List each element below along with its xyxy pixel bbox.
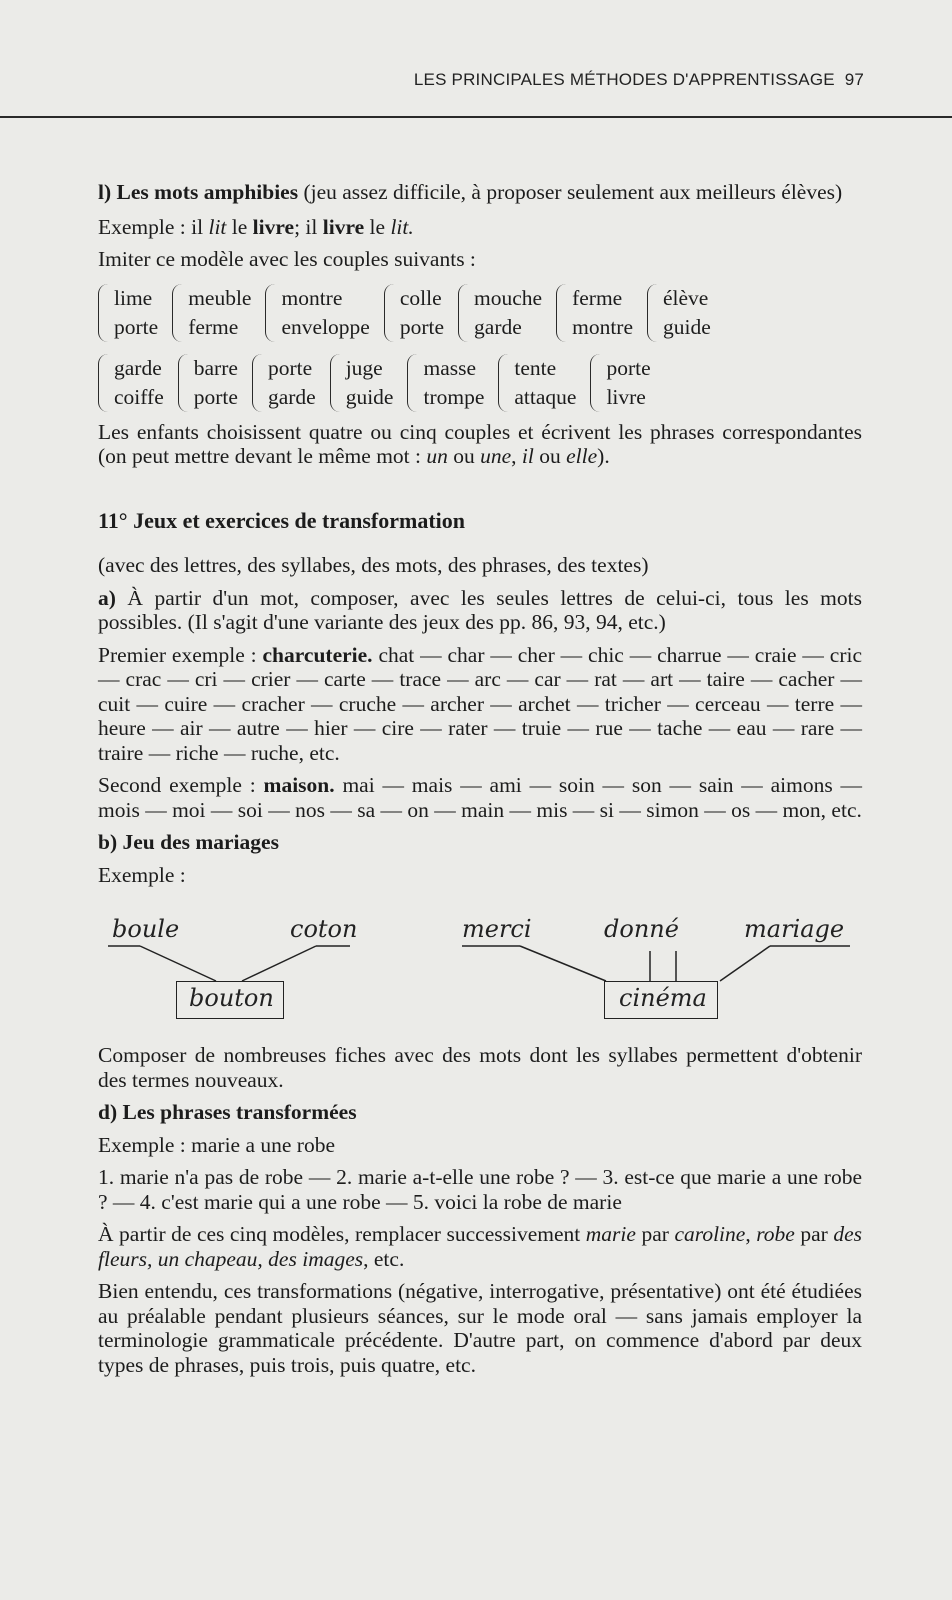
- pair-words: [514, 354, 576, 412]
- pair-words: [194, 354, 238, 412]
- brace-mark: [98, 284, 111, 342]
- pair-words: [268, 354, 316, 412]
- right-word-3: mariage: [744, 915, 845, 943]
- closing-word: ou: [453, 444, 475, 468]
- section-11-subtitle: (avec des lettres, des syllabes, des mots, des phrases, des textes): [98, 553, 649, 577]
- word-pair: [265, 284, 369, 342]
- pair-word: tente: [514, 355, 557, 380]
- exercise-d-list: 1. marie n'a pas de robe — 2. marie a-t-elle une robe ? — 3. est-ce que marie a une robe ? — 4. c'est marie qui a une robe — 5. voici la robe de marie: [98, 1165, 862, 1214]
- example-word: le: [369, 214, 386, 239]
- left-word-2: coton: [290, 915, 358, 943]
- example-word-list: mai — mais — ami — soin — son — sain — aimons — mois — moi — soi — nos — sa — on — main — mis — si — simon — os — mon, etc.: [98, 773, 862, 822]
- pair-word: attaque: [514, 384, 577, 409]
- exercise-d-heading: d) Les phrases transformées: [98, 1100, 357, 1124]
- word-pair: [498, 354, 576, 412]
- section-l-title: Les mots amphibies: [116, 180, 299, 204]
- brace-mark: [407, 354, 420, 412]
- pair-words: [114, 284, 158, 342]
- exercise-b-example: Exemple :: [98, 862, 186, 887]
- closing-word: un: [426, 444, 448, 468]
- substitution-word: marie: [585, 1222, 636, 1246]
- pair-word: porte: [399, 314, 445, 339]
- pair-word: mouche: [474, 285, 543, 310]
- example-word: lit.: [390, 214, 414, 239]
- closing-word: une: [480, 444, 512, 468]
- pair-words: [114, 354, 164, 412]
- exercise-b-closing: Composer de nombreuses fiches avec des mots dont les syllabes permettent d'obtenir des termes nouveaux.: [98, 1043, 862, 1092]
- pair-words: [188, 284, 251, 342]
- substitution-word: robe: [756, 1222, 795, 1246]
- example-prefix: Second exemple :: [98, 773, 256, 797]
- exercise-b-heading: b) Jeu des mariages: [98, 830, 279, 854]
- left-result-word: bouton: [189, 984, 274, 1012]
- pair-word: coiffe: [114, 384, 164, 409]
- word-pair: [330, 354, 394, 412]
- closing-word: ).: [597, 444, 610, 468]
- example-charcuterie: [98, 643, 862, 766]
- section-l-label: l): [98, 180, 112, 204]
- word-pair: [178, 354, 238, 412]
- pair-word: masse: [423, 355, 477, 380]
- brace-mark: [98, 354, 111, 412]
- example-source-word: charcuterie.: [262, 642, 373, 667]
- substitution-word: caroline: [674, 1222, 746, 1246]
- right-result-word: cinéma: [619, 984, 707, 1012]
- right-result-box: [604, 981, 718, 1019]
- word-marriage-diagram: [0, 903, 952, 1033]
- substitution-text: ,: [745, 1222, 751, 1246]
- pair-word: garde: [474, 314, 522, 339]
- word-pair: [252, 354, 316, 412]
- closing-text: Les enfants choisissent quatre ou cinq couples et écrivent les phrases correspondantes (on peut mettre devant le même mot :: [98, 419, 862, 468]
- pair-word: garde: [114, 355, 162, 380]
- brace-mark: [384, 284, 397, 342]
- section-l-note: (jeu assez difficile, à proposer seulement aux meilleurs élèves): [303, 180, 843, 204]
- brace-mark: [252, 354, 265, 412]
- left-result-box: [176, 981, 284, 1019]
- pair-words: [281, 284, 369, 342]
- example-word: ; il: [294, 214, 318, 239]
- pair-word: guide: [663, 314, 711, 339]
- left-word-1: boule: [112, 915, 180, 943]
- section-l-heading: [98, 180, 862, 205]
- pair-word: lime: [114, 285, 153, 310]
- section-11-title: 11° Jeux et exercices de transformation: [98, 507, 466, 533]
- pair-word: colle: [399, 285, 442, 310]
- example-source-word: maison.: [263, 773, 335, 797]
- closing-word: elle: [566, 444, 598, 468]
- word-pair: [590, 354, 650, 412]
- brace-mark: [265, 284, 278, 342]
- pair-words: [423, 354, 484, 412]
- closing-word: il: [521, 444, 534, 468]
- pair-word: montre: [281, 285, 343, 310]
- substitution-text: À partir de ces cinq modèles, remplacer successivement: [98, 1222, 581, 1246]
- pair-word: porte: [114, 314, 159, 339]
- running-title: LES PRINCIPALES MÉTHODES D'APPRENTISSAGE: [413, 70, 835, 89]
- example-word: livre: [322, 214, 365, 239]
- word-pair: [647, 284, 711, 342]
- pair-word: montre: [572, 314, 633, 339]
- section-l-closing: [98, 420, 862, 469]
- brace-mark: [590, 354, 603, 412]
- pair-word: porte: [193, 384, 238, 409]
- exercise-d-note: Bien entendu, ces transformations (négative, interrogative, présentative) ont été étudiées au préalable pendant plusieurs séances, sur le mode oral — sans jamais employer la terminologie grammaticale précédente. D'autre part, on commence d'abord par deux types de phrases, puis trois, puis quatre, etc.: [98, 1279, 862, 1377]
- example-prefix: Exemple : il: [98, 214, 204, 239]
- substitution-text: par: [641, 1222, 669, 1246]
- word-pair: [98, 354, 164, 412]
- brace-mark: [458, 284, 471, 342]
- example-word: livre: [252, 214, 295, 239]
- pair-words: [606, 354, 650, 412]
- right-word-1: merci: [462, 915, 532, 943]
- pair-word: ferme: [572, 285, 623, 310]
- example-maison: [98, 773, 862, 822]
- example-prefix: Premier exemple :: [98, 642, 257, 667]
- pair-words: [474, 284, 542, 342]
- pair-words: [572, 284, 633, 342]
- word-pairs-row: [98, 354, 862, 412]
- exercise-d-title: [98, 1100, 862, 1125]
- header-rule: [0, 116, 952, 118]
- word-pair: [384, 284, 444, 342]
- right-word-2: donné: [604, 915, 679, 943]
- exercise-a-label: a): [98, 585, 116, 610]
- brace-mark: [178, 354, 191, 412]
- section-l-instruction: Imiter ce modèle avec les couples suivants :: [98, 247, 476, 271]
- word-pair: [407, 354, 484, 412]
- example-word: lit: [208, 214, 227, 239]
- word-pair: [458, 284, 542, 342]
- word-pairs-row: [98, 284, 862, 342]
- exercise-b-title: [98, 830, 862, 855]
- closing-word: ,: [511, 444, 517, 468]
- section-l-example: [98, 215, 862, 240]
- page-body: [98, 180, 862, 1377]
- substitution-word: des fleurs, un chapeau, des images: [98, 1222, 863, 1271]
- word-pair: [172, 284, 251, 342]
- pair-word: porte: [267, 355, 313, 380]
- brace-mark: [498, 354, 511, 412]
- exercise-d-example: Exemple : marie a une robe: [98, 1132, 335, 1157]
- substitution-text: par: [800, 1222, 828, 1246]
- brace-mark: [647, 284, 660, 342]
- substitution-text: , etc.: [363, 1246, 405, 1271]
- exercise-a-text: À partir d'un mot, composer, avec les seules lettres de celui-ci, tous les mots possibles. (Il s'agit d'une variante des jeux des pp. 86, 93, 94, etc.): [98, 585, 862, 634]
- brace-mark: [330, 354, 343, 412]
- pair-word: juge: [345, 355, 383, 380]
- pair-word: trompe: [423, 384, 485, 409]
- running-head: [0, 70, 864, 90]
- page-number: 97: [844, 70, 864, 89]
- pair-word: porte: [606, 355, 651, 380]
- pair-word: enveloppe: [281, 314, 370, 339]
- word-pair: [556, 284, 633, 342]
- exercise-a: [98, 586, 862, 635]
- pair-word: livre: [606, 384, 646, 409]
- pair-words: [400, 284, 444, 342]
- pair-word: meuble: [188, 285, 252, 310]
- exercise-d-substitution: [98, 1222, 862, 1271]
- pair-word: guide: [345, 384, 394, 409]
- brace-mark: [172, 284, 185, 342]
- pair-words: [346, 354, 394, 412]
- pair-words: [663, 284, 711, 342]
- pair-word: ferme: [188, 314, 239, 339]
- example-word-list: chat — char — cher — chic — charrue — craie — cric — crac — cri — crier — carte — trace — arc — car — rat — art — taire — cacher — cuit — cuire — cracher — cruche — archer — archet — tricher — cerceau — terre — heure — air — autre — hier — cire — rater — truie — rue — tache — eau — rare — traire — riche — ruche, etc.: [98, 642, 863, 765]
- closing-word: ou: [539, 444, 561, 468]
- example-word: le: [231, 214, 248, 239]
- pair-word: barre: [193, 355, 238, 380]
- word-pair: [98, 284, 158, 342]
- pair-word: garde: [267, 384, 316, 409]
- pair-word: élève: [663, 285, 709, 310]
- brace-mark: [556, 284, 569, 342]
